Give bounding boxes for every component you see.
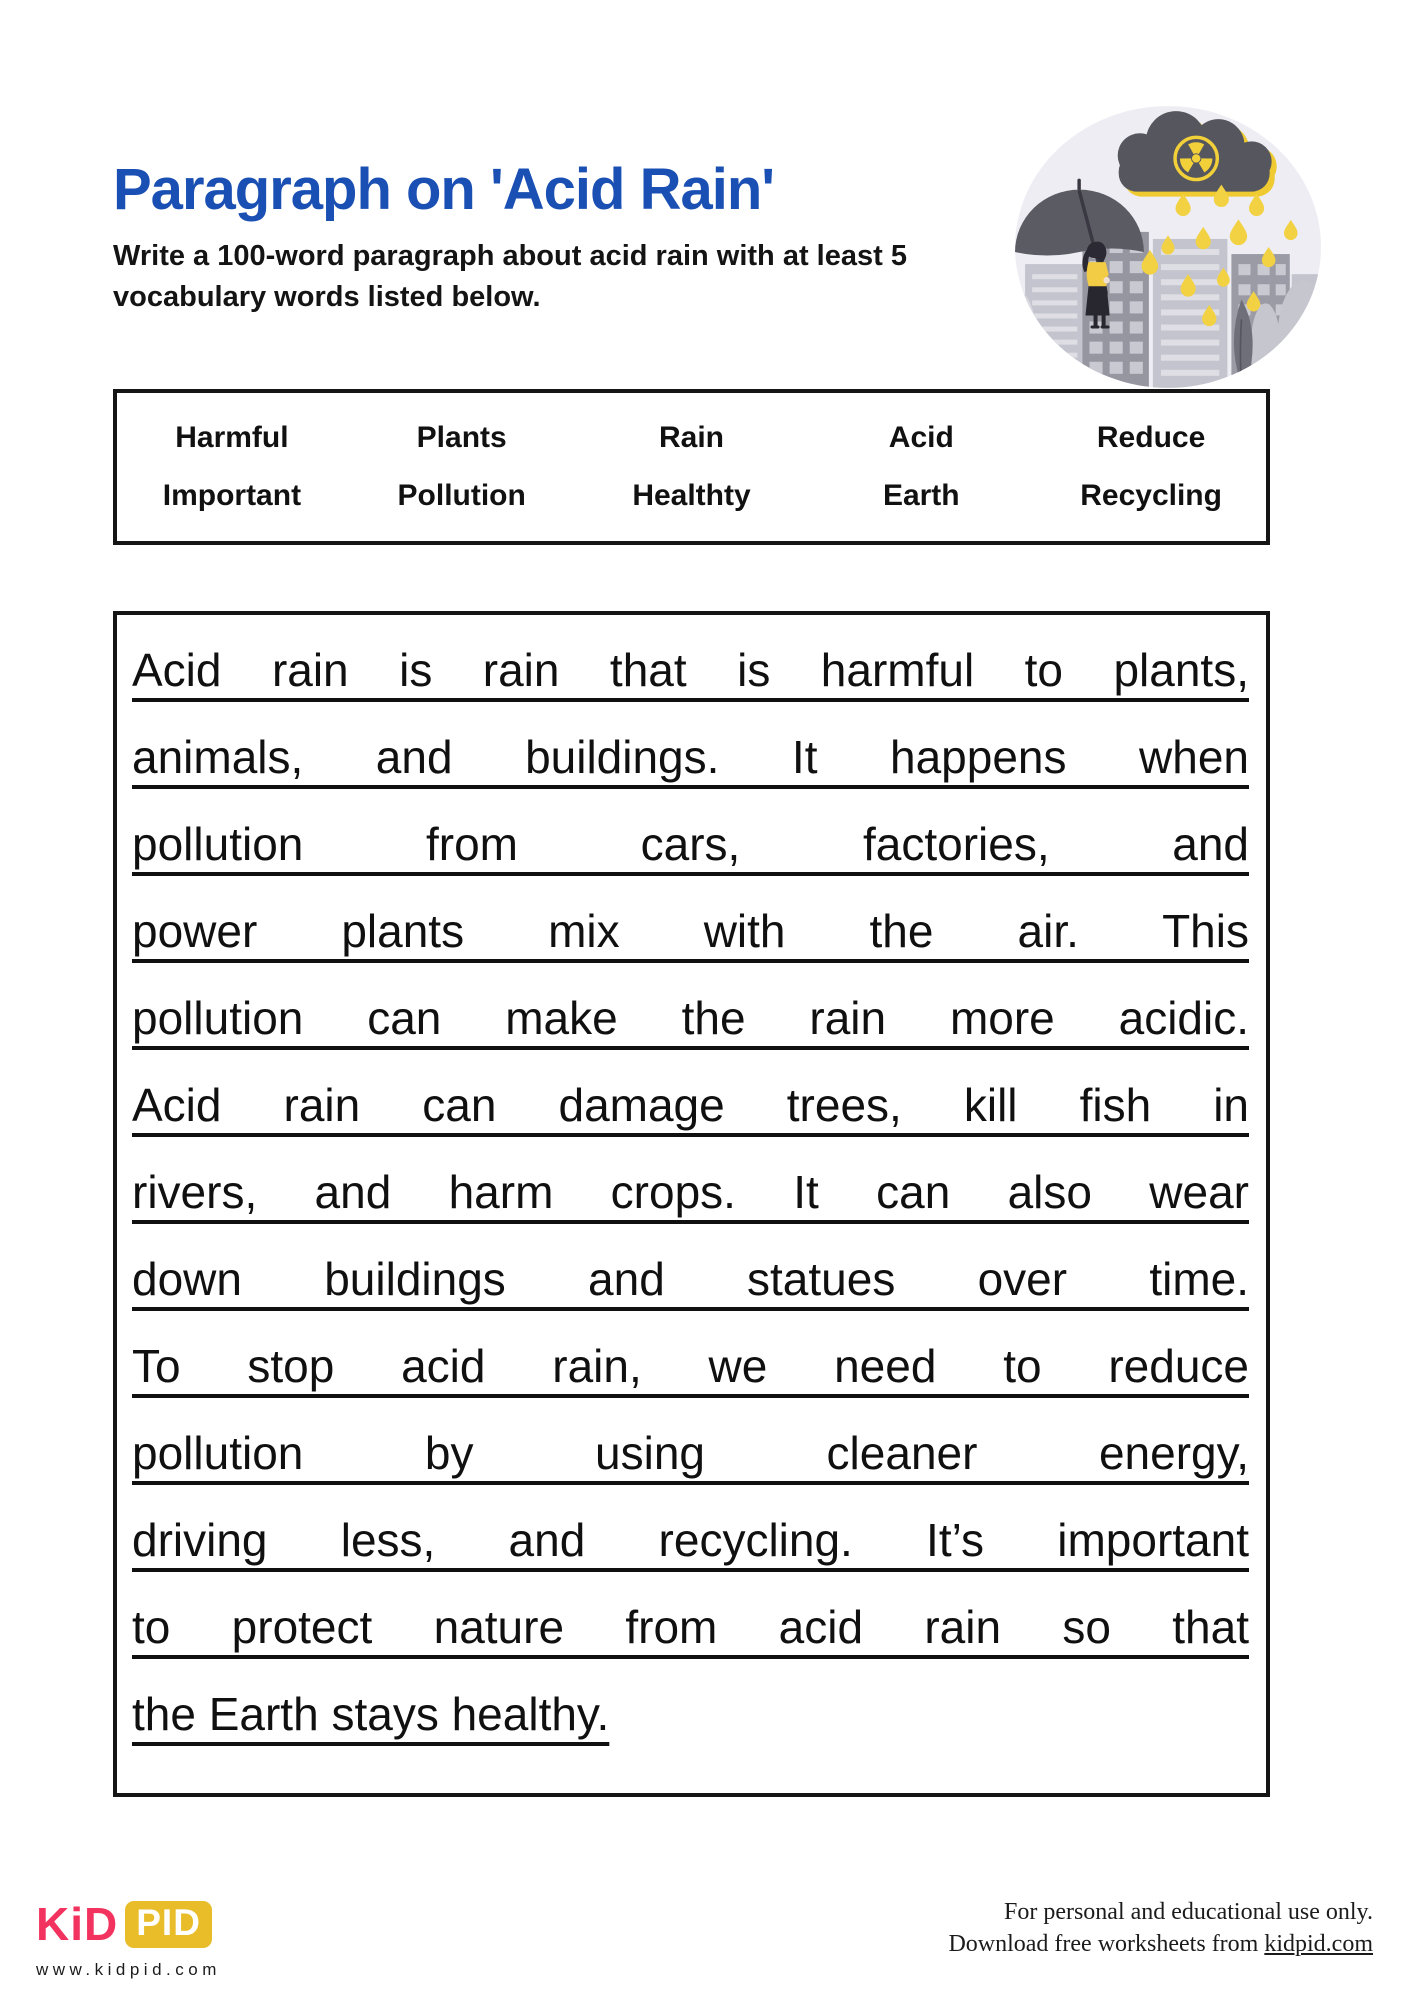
vocab-word: Healthty bbox=[632, 479, 751, 512]
logo-pid-badge: PID bbox=[125, 1901, 212, 1948]
paragraph-line: pollution can make the rain more acidic. bbox=[132, 992, 1249, 1044]
instructions-line-1: Write a 100-word paragraph about acid rain with at least 5 bbox=[113, 240, 907, 272]
paragraph-line: pollution by using cleaner energy, bbox=[132, 1427, 1249, 1479]
acid-rain-illustration bbox=[1012, 103, 1324, 390]
footer-attribution bbox=[948, 1896, 1373, 1960]
vocab-word: Harmful bbox=[175, 421, 289, 454]
paragraph-line: animals, and buildings. It happens when bbox=[132, 731, 1249, 783]
website-url: www.kidpid.com bbox=[36, 1960, 221, 1979]
header bbox=[113, 157, 993, 318]
kidpid-logo bbox=[36, 1897, 221, 1951]
vocab-word: Reduce bbox=[1096, 421, 1206, 454]
logo-kid-text: KiD bbox=[36, 1898, 119, 1950]
paragraph-line: the Earth stays healthy. bbox=[132, 1688, 610, 1740]
vocabulary-box bbox=[113, 389, 1270, 545]
paragraph-line: driving less, and recycling. It’s important bbox=[132, 1514, 1249, 1566]
footer-left bbox=[36, 1897, 221, 1980]
vocabulary-row-1 bbox=[117, 421, 1266, 455]
vocabulary-row-2 bbox=[117, 479, 1266, 513]
paragraph-line: to protect nature from acid rain so that bbox=[132, 1601, 1249, 1653]
paragraph-box bbox=[113, 611, 1270, 1797]
instructions bbox=[113, 236, 993, 318]
vocab-word: Earth bbox=[882, 479, 960, 512]
instructions-line-2: vocabulary words listed below. bbox=[113, 281, 541, 313]
vocab-word: Important bbox=[162, 479, 302, 512]
vocab-word: Pollution bbox=[397, 479, 526, 512]
vocab-word: Rain bbox=[658, 421, 724, 454]
vocab-word: Recycling bbox=[1080, 479, 1222, 512]
paragraph-line: pollution from cars, factories, and bbox=[132, 818, 1249, 870]
vocab-word: Acid bbox=[888, 421, 954, 454]
kidpid-link[interactable]: kidpid.com bbox=[1264, 1931, 1373, 1957]
paragraph-line: Acid rain is rain that is harmful to plants, bbox=[132, 644, 1249, 696]
paragraph-line: rivers, and harm crops. It can also wear bbox=[132, 1166, 1249, 1218]
paragraph-line: To stop acid rain, we need to reduce bbox=[132, 1340, 1249, 1392]
attribution-line-1: For personal and educational use only. bbox=[1003, 1899, 1373, 1925]
page-title: Paragraph on 'Acid Rain' bbox=[113, 157, 775, 222]
paragraph-line: power plants mix with the air. This bbox=[132, 905, 1249, 957]
attribution-line-2 bbox=[948, 1928, 1373, 1960]
attribution-line-2-text: Download free worksheets from bbox=[948, 1931, 1265, 1957]
paragraph-line: Acid rain can damage trees, kill fish in bbox=[132, 1079, 1249, 1131]
paragraph-line: down buildings and statues over time. bbox=[132, 1253, 1249, 1305]
vocab-word: Plants bbox=[416, 421, 507, 454]
